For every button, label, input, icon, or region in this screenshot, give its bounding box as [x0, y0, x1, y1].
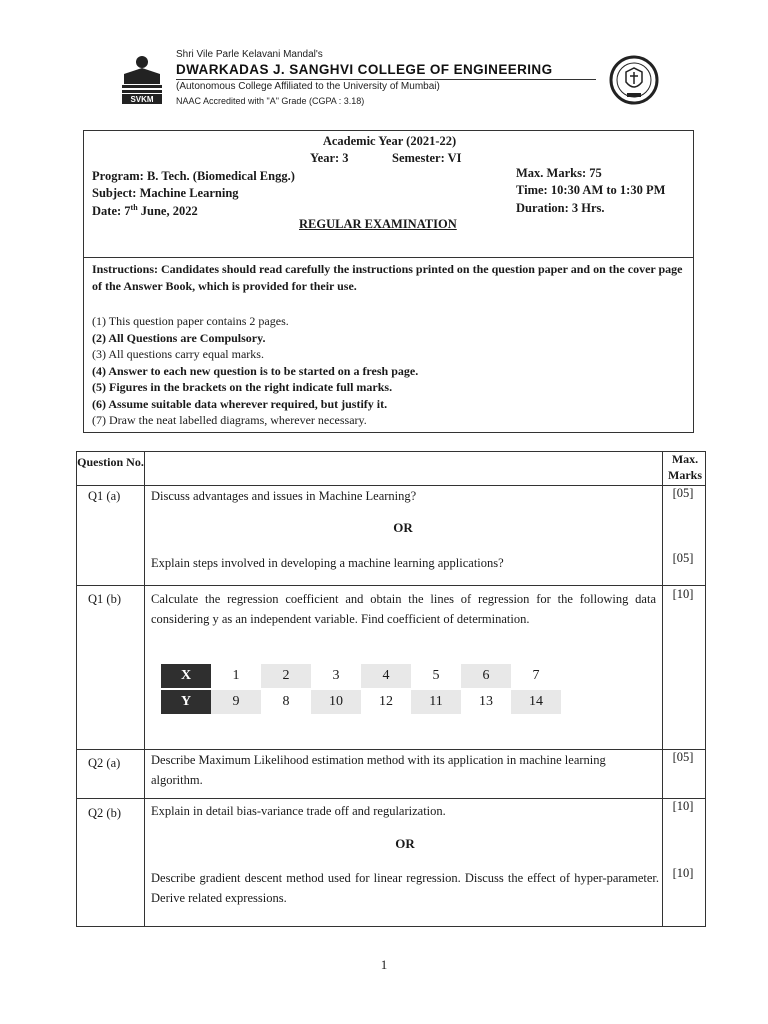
q2b-marks-2: [10]: [672, 866, 694, 880]
regression-data-table: [161, 664, 561, 716]
info-separator: [84, 257, 693, 258]
max-marks: Max. Marks: 75: [516, 166, 602, 180]
q2b-or: OR: [395, 836, 415, 851]
exam-type: REGULAR EXAMINATION: [299, 217, 457, 231]
q1b-marks: [10]: [672, 587, 694, 601]
y-value-cell: 9: [211, 690, 261, 714]
q1a-marks-2: [05]: [672, 551, 694, 565]
college-logo-right: [608, 54, 660, 106]
exam-duration: Duration: 3 Hrs.: [516, 201, 605, 215]
program: Program: B. Tech. (Biomedical Engg.): [92, 169, 295, 183]
x-value-cell: 3: [332, 668, 340, 683]
exam-date: Date: 7th June, 2022: [92, 203, 198, 219]
instruction-item: (4) Answer to each new question is to be started on a fresh page.: [92, 363, 419, 378]
college-logo-left: [118, 52, 166, 104]
q1a-text-2: Explain steps involved in developing a machine learning applications?: [151, 556, 504, 570]
col-divider: [144, 452, 145, 926]
subject: Subject: Machine Learning: [92, 186, 239, 200]
exam-info-box: [83, 130, 694, 433]
instruction-item: (2) All Questions are Compulsory.: [92, 330, 266, 345]
exam-year: Year: 3: [310, 151, 349, 165]
instruction-item: (1) This question paper contains 2 pages.: [92, 314, 289, 328]
q1a-text-1: Discuss advantages and issues in Machine Learning?: [151, 489, 417, 503]
x-value-cell: 5: [432, 668, 440, 683]
y-value-cell: 11: [411, 690, 461, 714]
x-value-cell: 6: [461, 664, 511, 688]
q1b-number: Q1 (b): [88, 592, 121, 606]
q2b-number: Q2 (b): [88, 806, 121, 820]
y-value-cell: 12: [379, 694, 393, 709]
q1b-text: Calculate the regression coefficient and obtain the lines of regression for the following data considering y as an independent variable. Find coefficient of determination.: [151, 592, 656, 626]
x-value-cell: 4: [361, 664, 411, 688]
society-name: Shri Vile Parle Kelavani Mandal's: [176, 49, 323, 60]
y-value-cell: 13: [479, 694, 493, 709]
academic-year: Academic Year (2021-22): [322, 134, 457, 148]
x-value-cell: 1: [232, 668, 240, 683]
q2b-text-1: Explain in detail bias-variance trade off and regularization.: [151, 804, 446, 818]
y-label-cell: Y: [161, 690, 211, 714]
q1a-or: OR: [393, 520, 413, 535]
college-name: DWARKADAS J. SANGHVI COLLEGE OF ENGINEERING: [176, 62, 553, 77]
row-divider: [77, 585, 705, 586]
instruction-item: (3) All questions carry equal marks.: [92, 347, 264, 361]
q2a-marks: [05]: [672, 750, 694, 764]
y-value-cell: 10: [311, 690, 361, 714]
q1a-marks-1: [05]: [672, 486, 694, 500]
page-number: 1: [380, 957, 388, 972]
header-max-marks: Max. Marks: [668, 452, 702, 482]
header-rule: [176, 79, 596, 80]
q1a-number: Q1 (a): [88, 489, 121, 503]
y-value-cell: 14: [511, 690, 561, 714]
instructions-list: [92, 313, 688, 429]
x-value-cell: 2: [261, 664, 311, 688]
q2b-text-2: Describe gradient descent method used for linear regression. Discuss the effect of hyper-parameter. Derive related expressions.: [151, 871, 659, 905]
header-question-no: Question No.: [77, 455, 144, 469]
q2a-text: Describe Maximum Likelihood estimation method with its application in machine learning algorithm.: [151, 753, 606, 787]
y-value-cell: 8: [282, 694, 290, 709]
row-divider: [77, 798, 705, 799]
instructions-heading: Instructions: Candidates should read carefully the instructions printed on the question paper and on the cover page of the Answer Book, which is provided for their use.: [92, 262, 683, 293]
exam-semester: Semester: VI: [392, 151, 462, 165]
accreditation: NAAC Accredited with "A" Grade (CGPA : 3.18): [176, 96, 365, 106]
x-label-cell: X: [161, 664, 211, 688]
question-table: [76, 451, 706, 927]
x-value-cell: 7: [532, 668, 540, 683]
svg-text:SVKM: SVKM: [130, 95, 154, 104]
q2a-number: Q2 (a): [88, 756, 121, 770]
instruction-item: (5) Figures in the brackets on the right indicate full marks.: [92, 380, 393, 394]
col-divider: [662, 452, 663, 926]
exam-time: Time: 10:30 AM to 1:30 PM: [516, 183, 666, 197]
instruction-item: (7) Draw the neat labelled diagrams, wherever necessary.: [92, 413, 367, 427]
affiliation: (Autonomous College Affiliated to the University of Mumbai): [176, 81, 440, 92]
q2b-marks-1: [10]: [672, 799, 694, 813]
instruction-item: (6) Assume suitable data wherever required, but justify it.: [92, 396, 388, 411]
